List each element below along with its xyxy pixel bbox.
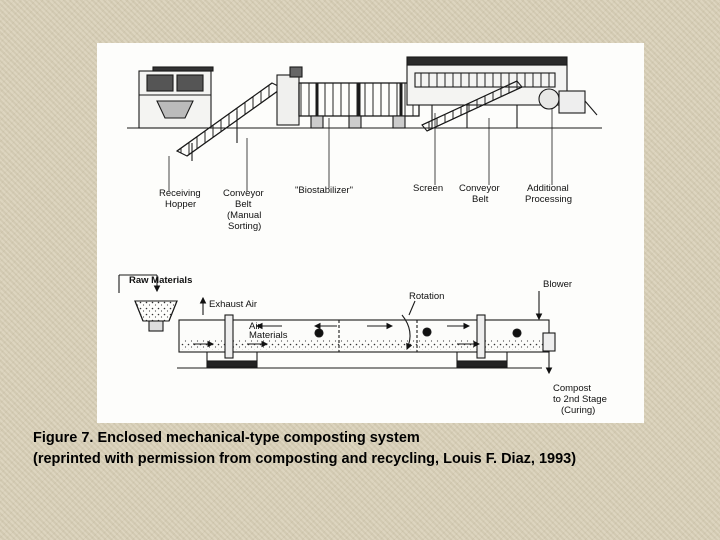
label-materials: Materials	[249, 330, 288, 341]
composting-system-diagram	[97, 43, 644, 423]
label-additional-processing: Additional Processing	[525, 183, 572, 205]
receiving-hopper-building	[139, 67, 213, 128]
label-compost-to-2nd-stage: Compost to 2nd Stage (Curing)	[553, 383, 607, 416]
label-receiving-hopper: Receiving Hopper	[159, 188, 201, 210]
label-rotation: Rotation	[409, 291, 445, 302]
label-conveyor-belt: Conveyor Belt	[459, 183, 500, 205]
top-elevation-drawing	[127, 57, 602, 191]
label-blower: Blower	[543, 279, 573, 290]
biostabilizer-drum	[299, 83, 419, 128]
additional-processing-unit	[539, 89, 597, 115]
bottom-section-drawing	[119, 275, 555, 373]
figure-caption	[33, 428, 713, 470]
label-air: Air	[249, 321, 261, 332]
drum-section	[179, 315, 549, 358]
figure-panel	[97, 43, 644, 423]
label-exhaust-air: Exhaust Air	[209, 299, 258, 310]
label-screen: Screen	[413, 183, 444, 194]
caption-line-1: Figure 7. Enclosed mechanical-type composting system	[33, 430, 420, 446]
label-biostabilizer: "Biostabilizer"	[295, 185, 353, 196]
caption-line-2: (reprinted with permission from composting and recycling, Louis F. Diaz, 1993)	[33, 451, 577, 467]
label-conveyor-belt-manual-sorting: Conveyor Belt (Manual Sorting)	[223, 188, 264, 232]
label-raw-materials: Raw Materials	[129, 275, 193, 286]
